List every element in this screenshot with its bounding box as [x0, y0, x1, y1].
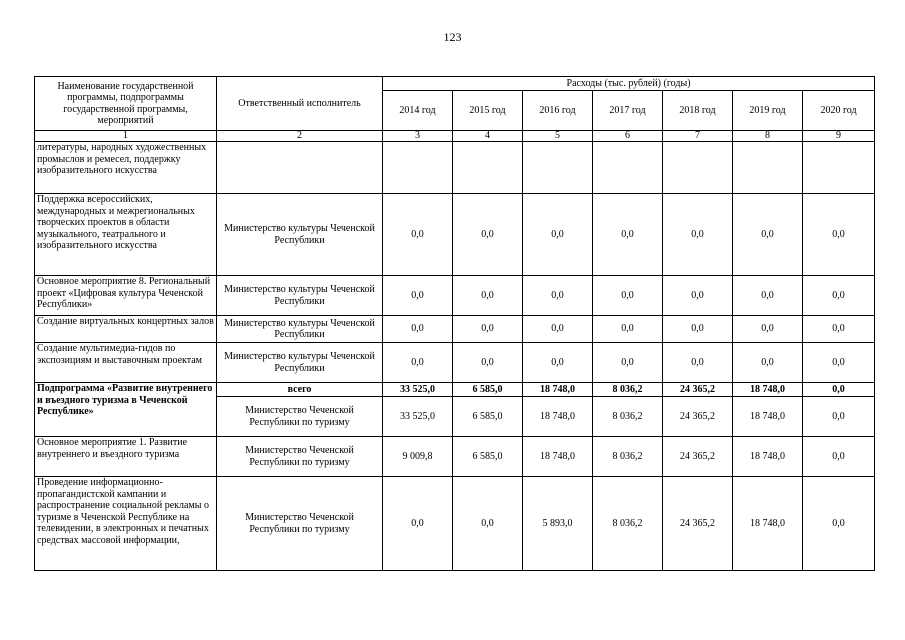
row-responsible: Министерство Чеченской Республики по туризму [217, 437, 383, 477]
column-number: 1 [35, 131, 217, 142]
row-value: 9 009,8 [383, 437, 453, 477]
header-name: Наименование государственной программы, подпрограммы государственной программы, мероприятий [35, 77, 217, 131]
row-value: 6 585,0 [453, 437, 523, 477]
subprogram-total-row [35, 383, 875, 397]
header-year: 2014 год [383, 91, 453, 131]
subprogram-total-value: 6 585,0 [453, 383, 523, 397]
table-row [35, 142, 875, 194]
header-year: 2016 год [523, 91, 593, 131]
row-value [733, 142, 803, 194]
row-name: Поддержка всероссийских, международных и межрегиональных творческих проектов в области музыкального, театрального и изобразительного искусства [35, 194, 217, 276]
row-name: Создание мультимедиа-гидов по экспозициям и выставочным проектам [35, 343, 217, 383]
table-row [35, 343, 875, 383]
row-name: Создание виртуальных концертных залов [35, 316, 217, 343]
row-value: 0,0 [523, 343, 593, 383]
row-value: 0,0 [383, 477, 453, 571]
page-number: 123 [443, 30, 462, 44]
row-name: Проведение информационно-пропагандистской кампании и распространение социальной рекламы о туризме в Чеченской Республике на телевидении, в электронных и печатных средствах массовой информации, [35, 477, 217, 571]
header-year: 2018 год [663, 91, 733, 131]
row-value [803, 142, 875, 194]
budget-table [34, 76, 875, 571]
header-responsible: Ответственный исполнитель [217, 77, 383, 131]
row-value: 18 748,0 [523, 437, 593, 477]
column-number: 2 [217, 131, 383, 142]
row-value: 24 365,2 [663, 477, 733, 571]
header-year: 2015 год [453, 91, 523, 131]
subprogram-total-value: 24 365,2 [663, 383, 733, 397]
row-value: 0,0 [453, 194, 523, 276]
row-value: 0,0 [733, 316, 803, 343]
subprogram-total-value: 18 748,0 [523, 383, 593, 397]
subprogram-value: 18 748,0 [733, 397, 803, 437]
column-number: 3 [383, 131, 453, 142]
row-name: Основное мероприятие 1. Развитие внутреннего и въездного туризма [35, 437, 217, 477]
row-value: 0,0 [803, 276, 875, 316]
table-row [35, 194, 875, 276]
row-value: 0,0 [453, 343, 523, 383]
row-value: 5 893,0 [523, 477, 593, 571]
row-value: 0,0 [383, 343, 453, 383]
row-value: 0,0 [663, 316, 733, 343]
table-row [35, 276, 875, 316]
header-year: 2017 год [593, 91, 663, 131]
row-value: 0,0 [523, 194, 593, 276]
column-number: 9 [803, 131, 875, 142]
row-value: 0,0 [593, 316, 663, 343]
table-row [35, 437, 875, 477]
header-expenses: Расходы (тыс. рублей) (годы) [383, 77, 875, 91]
subprogram-value: 8 036,2 [593, 397, 663, 437]
row-value: 0,0 [663, 194, 733, 276]
row-value: 0,0 [453, 316, 523, 343]
row-value: 18 748,0 [733, 477, 803, 571]
row-value: 0,0 [663, 276, 733, 316]
row-value [523, 142, 593, 194]
subprogram-total-value: 18 748,0 [733, 383, 803, 397]
row-value: 18 748,0 [733, 437, 803, 477]
row-name: литературы, народных художественных промыслов и ремесел, поддержку изобразительного искусства [35, 142, 217, 194]
row-value [453, 142, 523, 194]
subprogram-value: 33 525,0 [383, 397, 453, 437]
row-responsible: Министерство культуры Чеченской Республики [217, 276, 383, 316]
row-responsible: Министерство культуры Чеченской Республики [217, 194, 383, 276]
row-value [663, 142, 733, 194]
column-number: 6 [593, 131, 663, 142]
column-numbers-row [35, 131, 875, 142]
column-number: 8 [733, 131, 803, 142]
row-responsible: Министерство Чеченской Республики по туризму [217, 477, 383, 571]
row-value [383, 142, 453, 194]
header-year: 2020 год [803, 91, 875, 131]
header-row-top [35, 77, 875, 91]
header-year: 2019 год [733, 91, 803, 131]
row-value: 8 036,2 [593, 437, 663, 477]
row-responsible: Министерство культуры Чеченской Республики [217, 343, 383, 383]
row-value: 0,0 [733, 343, 803, 383]
row-value: 0,0 [453, 276, 523, 316]
column-number: 7 [663, 131, 733, 142]
row-value: 0,0 [733, 276, 803, 316]
column-number: 4 [453, 131, 523, 142]
subprogram-total-value: 33 525,0 [383, 383, 453, 397]
row-value: 0,0 [593, 343, 663, 383]
row-responsible [217, 142, 383, 194]
column-number: 5 [523, 131, 593, 142]
subprogram-responsible: Министерство Чеченской Республики по туризму [217, 397, 383, 437]
row-value: 0,0 [523, 276, 593, 316]
table-row [35, 477, 875, 571]
subprogram-value: 24 365,2 [663, 397, 733, 437]
row-value: 0,0 [383, 276, 453, 316]
row-value: 0,0 [593, 276, 663, 316]
row-value: 0,0 [803, 437, 875, 477]
row-value: 0,0 [453, 477, 523, 571]
subprogram-total-label: всего [217, 383, 383, 397]
subprogram-total-value: 0,0 [803, 383, 875, 397]
row-value: 24 365,2 [663, 437, 733, 477]
row-value: 0,0 [383, 194, 453, 276]
subprogram-value: 18 748,0 [523, 397, 593, 437]
table-row [35, 316, 875, 343]
row-value: 0,0 [383, 316, 453, 343]
subprogram-value: 0,0 [803, 397, 875, 437]
row-value: 0,0 [733, 194, 803, 276]
row-value: 0,0 [523, 316, 593, 343]
row-value: 0,0 [803, 194, 875, 276]
row-name: Основное мероприятие 8. Региональный проект «Цифровая культура Чеченской Республики» [35, 276, 217, 316]
row-value: 0,0 [593, 194, 663, 276]
subprogram-value: 6 585,0 [453, 397, 523, 437]
row-value: 0,0 [803, 316, 875, 343]
row-value: 0,0 [803, 343, 875, 383]
subprogram-name: Подпрограмма «Развитие внутреннего и въездного туризма в Чеченской Республике» [35, 383, 217, 437]
row-value: 8 036,2 [593, 477, 663, 571]
row-value: 0,0 [663, 343, 733, 383]
subprogram-total-value: 8 036,2 [593, 383, 663, 397]
row-value [593, 142, 663, 194]
row-value: 0,0 [803, 477, 875, 571]
row-responsible: Министерство культуры Чеченской Республики [217, 316, 383, 343]
